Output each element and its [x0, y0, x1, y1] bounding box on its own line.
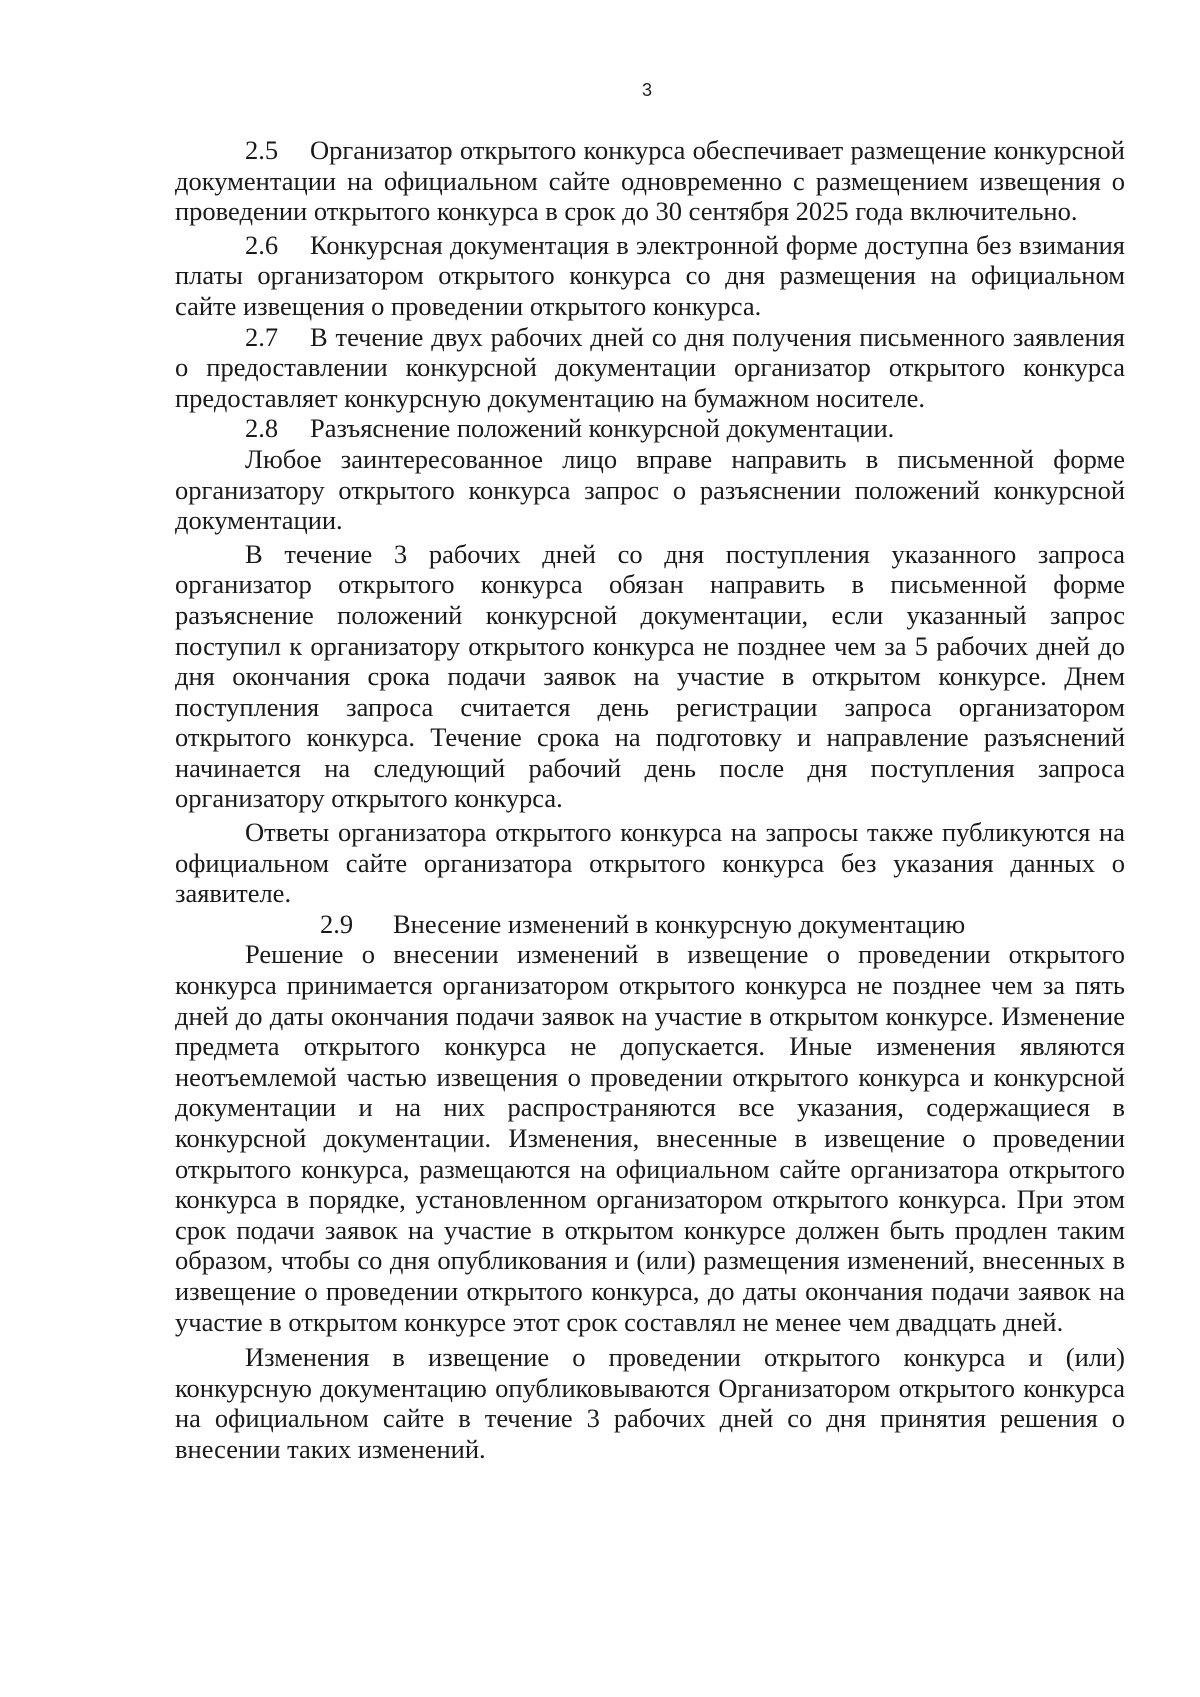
section-number: 2.8	[245, 413, 279, 444]
section-2-5	[175, 135, 1125, 227]
section-number: 2.5	[245, 135, 279, 165]
page-number: 3	[641, 80, 652, 100]
section-2-9-paragraph-2: Изменения в извещение о проведении открытого конкурса и (или) конкурсную документацию опубликовываются Организатором открытого конкурса на официальном сайте в течение 3 рабочих дней со дня принятия решения о внесении таких изменений.	[175, 1342, 1125, 1464]
document-body	[175, 135, 1125, 1465]
section-2-9-paragraph-1: Решение о внесении изменений в извещение о проведении открытого конкурса принимается организатором открытого конкурса не позднее чем за пять дней до даты окончания подачи заявок на участие в открытом конкурсе. Изменение предмета открытого конкурса не допускается. Иные изменения являются неотъемлемой частью извещения о проведении открытого конкурса и конкурсной документации и на них распространяются все указания, содержащиеся в конкурсной документации. Изменения, внесенные в извещение о проведении открытого конкурса, размещаются на официальном сайте организатора открытого конкурса в порядке, установленном организатором открытого конкурса. При этом срок подачи заявок на участие в открытом конкурсе должен быть продлен таким образом, чтобы со дня опубликования и (или) размещения изменений, внесенных в извещение о проведении открытого конкурса, до даты окончания подачи заявок на участие в открытом конкурсе этот срок составлял не менее чем двадцать дней.	[175, 939, 1125, 1337]
section-2-8-paragraph-2: В течение 3 рабочих дней со дня поступления указанного запроса организатор открытого конкурса обязан направить в письменной форме разъяснение положений конкурсной документации, если указанный запрос поступил к организатору открытого конкурса не позднее чем за 5 рабочих дней до дня окончания срока подачи заявок на участие в открытом конкурсе. Днем поступления запроса считается день регистрации запроса организатором открытого конкурса. Течение срока на подготовку и направление разъяснений начинается на следующий рабочий день после дня поступления запроса организатору открытого конкурса.	[175, 538, 1125, 814]
section-title: Внесение изменений в конкурсную документацию	[393, 908, 966, 939]
section-number: 2.7	[245, 321, 279, 352]
section-2-8-paragraph-3: Ответы организатора открытого конкурса на запросы также публикуются на официальном сайте организатора открытого конкурса без указания данных о заявителе.	[175, 817, 1125, 909]
section-2-6	[175, 230, 1125, 322]
section-2-8-title	[175, 413, 1125, 444]
section-text: Организатор открытого конкурса обеспечивает размещение конкурсной документации на официальном сайте одновременно с размещением извещения о проведении открытого конкурса в срок до 30 сентября 2025 года включительно.	[175, 135, 1125, 227]
section-number: 2.6	[245, 229, 279, 260]
section-title: Разъяснение положений конкурсной документации.	[310, 413, 895, 444]
section-text: В течение двух рабочих дней со дня получения письменного заявления о предоставлении конкурсной документации организатор открытого конкурса предоставляет конкурсную документацию на бумажном носителе.	[175, 321, 1125, 413]
section-2-8-paragraph-1: Любое заинтересованное лицо вправе направить в письменной форме организатору открытого конкурса запрос о разъяснении положений конкурсной документации.	[175, 443, 1125, 536]
section-2-9-title	[175, 909, 1125, 940]
section-text: Конкурсная документация в электронной форме доступна без взимания платы организатором открытого конкурса со дня размещения на официальном сайте извещения о проведении открытого конкурса.	[175, 229, 1125, 321]
section-2-7	[175, 322, 1125, 414]
section-number: 2.9	[320, 908, 354, 939]
